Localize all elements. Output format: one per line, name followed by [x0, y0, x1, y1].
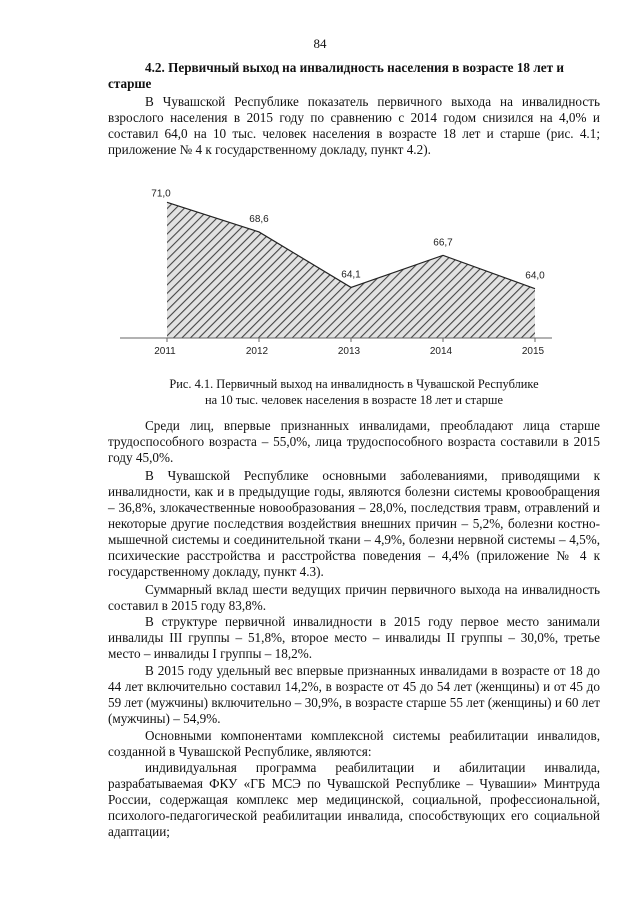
figure-caption: [108, 376, 600, 408]
chart-svg: [112, 178, 562, 373]
paragraph-3: В Чувашской Республике основными заболеваниями, приводящими к инвалидности, как и в предыдущие годы, являются болезни системы кровообращения – 36,8%, злокачественные новообразования – 28,0%, последствия травм, отравлений и некоторые другие последствия воздействия внешних причин – 5,2%, болезни костно-мышечной системы и соединительной ткани – 4,9%, болезни нервной системы – 4,5%, психические расстройства и расстройства поведения – 4,4% (приложение № 4 к государственному докладу, пункт 4.3).: [108, 468, 600, 579]
data-label: 68,6: [249, 213, 269, 225]
data-label: 64,1: [341, 269, 361, 281]
x-tick-label: 2011: [154, 346, 176, 357]
paragraph-6: В 2015 году удельный вес впервые признанных инвалидами в возрасте от 18 до 44 лет включительно составил 14,2%, в возрасте от 45 до 54 лет (женщины) и от 45 до 59 лет (мужчины) включительно – 30,9%, в возрасте старше 55 лет (женщины) и 60 лет (мужчины) – 54,9%.: [108, 663, 600, 726]
paragraph-8: индивидуальная программа реабилитации и абилитации инвалида, разрабатываемая ФКУ «ГБ МСЭ по Чувашской Республике – Чувашии» Минтруда России, содержащая комплекс мер медицинской, социальной, профессиональной, психолого-педагогической реабилитации инвалида, способствующих его социальной адаптации;: [108, 760, 600, 839]
paragraph-4: Суммарный вклад шести ведущих причин первичного выхода на инвалидность составил в 2015 году 83,8%.: [108, 582, 600, 613]
x-tick-label: 2014: [429, 346, 453, 357]
paragraph-5: В структуре первичной инвалидности в 2015 году первое место занимали инвалиды III группы – 51,8%, второе место – инвалиды II группы – 30,0%, третье место – инвалиды I группы – 18,2%.: [108, 614, 600, 661]
caption-line-2: на 10 тыс. человек населения в возрасте 18 лет и старше: [205, 393, 503, 407]
paragraph-1: В Чувашской Республике показатель первичного выхода на инвалидность взрослого населения в 2015 году по сравнению с 2014 годом снизился на 4,0% и составил 64,0 на 10 тыс. человек населения в возрасте 18 лет и старше (рис. 4.1; приложение № 4 к государственному докладу, пункт 4.2).: [108, 94, 600, 157]
data-label: 64,0: [525, 270, 545, 282]
data-label: 66,7: [433, 237, 453, 249]
x-tick-label: 2015: [521, 346, 545, 357]
data-label: 71,0: [151, 188, 171, 200]
paragraph-2: Среди лиц, впервые признанных инвалидами, преобладают лица старше трудоспособного возраста – 55,0%, лица трудоспособного возраста составили в 2015 году 45,0%.: [108, 418, 600, 465]
area-chart: [112, 178, 562, 373]
section-heading: 4.2. Первичный выход на инвалидность населения в возрасте 18 лет и старше: [108, 60, 564, 91]
x-tick-label: 2013: [337, 346, 361, 357]
x-tick-label: 2012: [245, 346, 269, 357]
caption-line-1: Рис. 4.1. Первичный выход на инвалидность в Чувашской Республике: [169, 377, 539, 391]
page-number: 84: [313, 36, 327, 51]
paragraph-7: Основными компонентами комплексной системы реабилитации инвалидов, созданной в Чувашской Республике, являются:: [108, 728, 600, 759]
